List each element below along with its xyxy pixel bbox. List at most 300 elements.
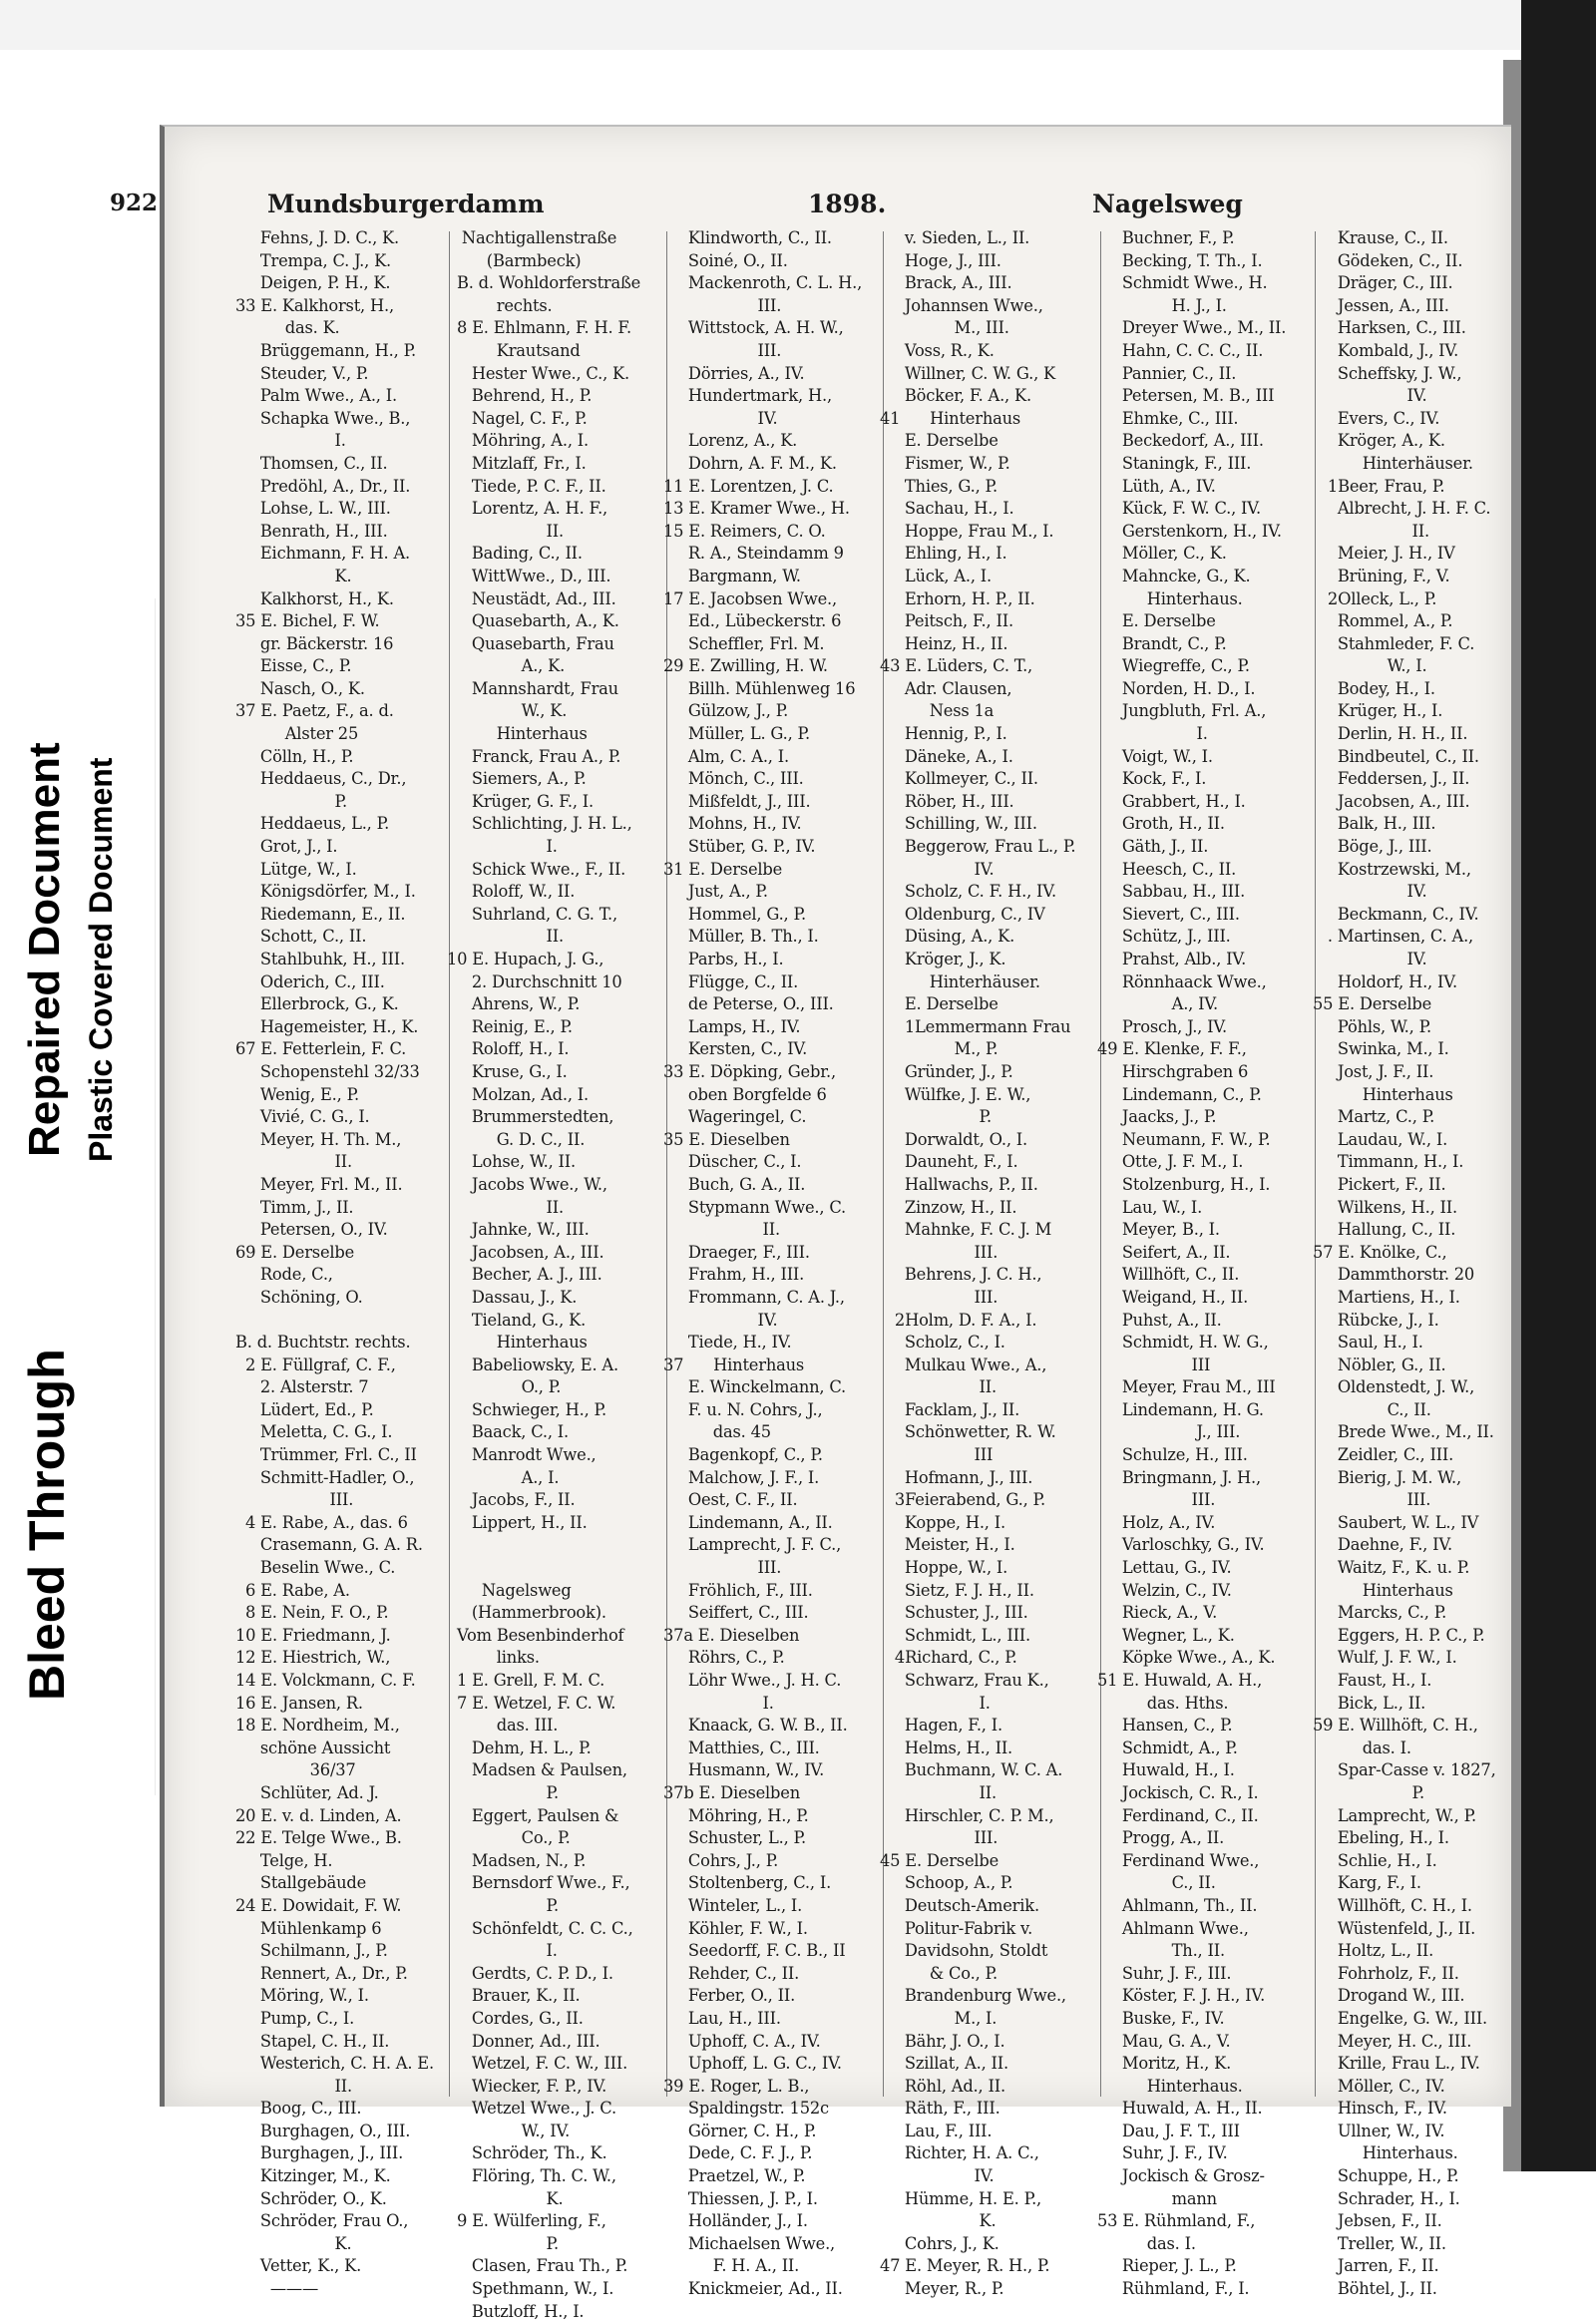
directory-entry: Marcks, C., P. [1313, 1603, 1447, 1623]
directory-entry: Oldenstedt, J. W., [1313, 1377, 1475, 1397]
directory-entry: Nagelsweg [447, 1580, 572, 1600]
directory-entry: Mönch, C., III. [663, 769, 804, 789]
directory-entry: IV. [880, 2166, 995, 2186]
directory-entry: Meyer, Frau M., III [1097, 1377, 1276, 1397]
directory-entry: IV. [663, 408, 778, 428]
directory-entry: I. [663, 1693, 774, 1713]
directory-entry: Heesch, C., II. [1097, 859, 1237, 879]
directory-entry: III. [663, 1558, 782, 1578]
directory-entry: Wegner, L., K. [1097, 1625, 1235, 1645]
directory-entry: Eggers, H. P. C., P. [1313, 1625, 1485, 1645]
directory-entry: Krautsand [447, 340, 581, 360]
directory-entry: K. [880, 2211, 997, 2231]
directory-entry: Seifert, A., II. [1097, 1242, 1231, 1262]
directory-entry: Burghagen, J., III. [235, 2143, 404, 2163]
directory-entry: Martz, C., P. [1313, 1107, 1435, 1127]
directory-entry: W., IV. [447, 2121, 571, 2140]
directory-entry: Brummerstedten, [447, 1107, 614, 1127]
directory-entry: Schlichting, J. H. L., [447, 814, 632, 834]
directory-entry: Beckedorf, A., III. [1097, 431, 1264, 451]
directory-entry: Rommel, A., P. [1313, 611, 1453, 631]
directory-entry: Mißfeldt, J., III. [663, 791, 811, 811]
directory-entry: Puhst, A., II. [1097, 1310, 1222, 1330]
directory-entry: 67 E. Fetterlein, F. C. [235, 1039, 407, 1059]
directory-entry: K. [235, 2233, 352, 2253]
directory-entry: Johannsen Wwe., [880, 295, 1043, 315]
directory-entry: Bähr, J. O., I. [880, 2031, 1005, 2051]
directory-entry: Sietz, F. J. H., II. [880, 1580, 1034, 1600]
directory-entry: Karg, F., I. [1313, 1873, 1421, 1893]
directory-entry: Kombald, J., IV. [1313, 340, 1459, 360]
directory-entry: das. K. [235, 318, 340, 338]
directory-entry: Heddaeus, L., P. [235, 814, 390, 834]
directory-entry: Buchmann, W. C. A. [880, 1760, 1063, 1780]
directory-entry: Bindbeutel, C., II. [1313, 746, 1479, 766]
directory-entry: II. [663, 1220, 780, 1240]
directory-entry: Sachau, H., I. [880, 499, 1014, 519]
directory-entry: Harksen, C., III. [1313, 318, 1466, 338]
directory-entry: Knickmeier, Ad., II. [663, 2279, 843, 2299]
directory-entry: Roloff, W., II. [447, 882, 576, 902]
directory-entry: Schick Wwe., F., II. [447, 859, 626, 879]
directory-entry: Donner, Ad., III. [447, 2031, 600, 2051]
directory-entry: Hallung, C., II. [1313, 1220, 1456, 1240]
directory-entry: Beggerow, Frau L., P. [880, 837, 1076, 857]
directory-entry: Eggert, Paulsen & [447, 1805, 619, 1825]
directory-entry: Michaelsen Wwe., [663, 2233, 836, 2253]
directory-entry: I. [447, 837, 558, 857]
directory-entry: Neumann, F. W., P. [1097, 1129, 1271, 1149]
directory-entry: M., P. [880, 1039, 998, 1059]
directory-entry: Holz, A., IV. [1097, 1512, 1216, 1532]
directory-entry: Jockisch & Grosz- [1097, 2166, 1265, 2186]
directory-entry: Willhöft, C. H., I. [1313, 1895, 1472, 1915]
directory-entry: Meyer, H. Th. M., [235, 1129, 402, 1149]
directory-entry: Dräger, C., III. [1313, 273, 1453, 293]
directory-entry: Sievert, C., III. [1097, 904, 1240, 924]
directory-entry: 33 E. Kalkhorst, H., [235, 295, 394, 315]
directory-entry: & Co., P. [880, 1963, 998, 1983]
directory-entry: 2 E. Füllgraf, C. F., [235, 1355, 396, 1374]
directory-entry: Treller, W., II. [1313, 2233, 1446, 2253]
directory-entry: Schröder, Th., K. [447, 2143, 607, 2163]
directory-entry: Flöring, Th. C. W., [447, 2166, 616, 2186]
directory-entry: Grot, J., I. [235, 837, 338, 857]
directory-entry: Ehling, H., I. [880, 544, 1007, 564]
directory-entry: 16 E. Jansen, R. [235, 1693, 363, 1713]
directory-entry: Holdorf, H., IV. [1313, 971, 1457, 991]
directory-entry: Möller, C., IV. [1313, 2076, 1445, 2096]
directory-entry: Kalkhorst, H., K. [235, 588, 394, 608]
directory-entry: 37 E. Paetz, F., a. d. [235, 701, 394, 721]
directory-entry: Molzan, Ad., I. [447, 1084, 589, 1104]
directory-entry: 49 E. Klenke, F. F., [1097, 1039, 1247, 1059]
directory-entry: Albrecht, J. H. F. C. [1313, 499, 1491, 519]
directory-entry: Schlüter, Ad. J. [235, 1782, 379, 1802]
directory-entry: Dau, J. F. T., III [1097, 2121, 1240, 2140]
directory-entry: B. d. Wohldorferstraße [447, 273, 641, 293]
directory-entry: v. Sieden, L., II. [880, 228, 1030, 247]
directory-entry: Lorentz, A. H. F., [447, 499, 608, 519]
directory-entry: Sabbau, H., III. [1097, 882, 1246, 902]
directory-entry: Dohrn, A. F. M., K. [663, 453, 837, 473]
directory-entry: Moritz, H., K. [1097, 2054, 1232, 2074]
directory-entry: 10 E. Hupach, J. G., [447, 950, 604, 968]
directory-entry: Schilmann, J., P. [235, 1941, 388, 1961]
directory-entry: Timmann, H., I. [1313, 1152, 1464, 1172]
directory-entry: Kostrzewski, M., [1313, 859, 1471, 879]
directory-entry: 47 E. Meyer, R. H., P. [880, 2256, 1050, 2276]
directory-entry: Lamprecht, J. F. C., [663, 1535, 842, 1555]
directory-entry: Jessen, A., III. [1313, 295, 1449, 315]
directory-entry: Hommel, G., P. [663, 904, 806, 924]
directory-entry: Kitzinger, M., K. [235, 2166, 391, 2186]
directory-entry: Trümmer, Frl. C., II [235, 1445, 417, 1465]
directory-entry [235, 1310, 434, 1333]
directory-entry: 18 E. Nordheim, M., [235, 1716, 400, 1736]
directory-entry: 36/37 [235, 1760, 356, 1780]
directory-entry: Görner, C. H., P. [663, 2121, 817, 2140]
directory-entry: Co., P. [447, 1828, 571, 1848]
directory-entry: Gödeken, C., II. [1313, 250, 1463, 270]
directory-entry: O., P. [447, 1377, 562, 1397]
directory-entry: II. [447, 521, 564, 541]
directory-entry: Schuppe, H., P. [1313, 2166, 1459, 2186]
directory-entry: 43 E. Lüders, C. T., [880, 656, 1033, 676]
directory-entry: Spethmann, W., I. [447, 2279, 614, 2299]
directory-entry: II. [235, 2076, 352, 2096]
directory-entry: Mannshardt, Frau [447, 678, 618, 698]
directory-entry: Politur-Fabrik v. [880, 1918, 1033, 1938]
directory-entry: Cohrs, J., P. [663, 1850, 779, 1870]
directory-entry: Böcker, F. A., K. [880, 386, 1031, 406]
directory-entry: 37 Hinterhaus [663, 1355, 805, 1374]
directory-entry: 1Beer, Frau, P. [1313, 476, 1445, 496]
directory-entry: Wüstenfeld, J., II. [1313, 1918, 1476, 1938]
directory-entry: 2Olleck, L., P. [1313, 588, 1437, 608]
directory-entry: Franck, Frau A., P. [447, 746, 621, 766]
directory-entry: mann [1097, 2188, 1217, 2208]
directory-entry: Köpke Wwe., A., K. [1097, 1648, 1276, 1668]
directory-entry: Köster, F. J. H., IV. [1097, 1986, 1266, 2006]
directory-entry: Oderich, C., III. [235, 971, 385, 991]
directory-entry: Frommann, C. A. J., [663, 1287, 845, 1307]
directory-entry: Madsen & Paulsen, [447, 1760, 627, 1780]
directory-entry: 55 E. Derselbe [1313, 994, 1432, 1014]
directory-entry: 69 E. Derselbe [235, 1242, 355, 1262]
directory-entry: Schmidt, L., III. [880, 1625, 1031, 1645]
directory-entry: 22 E. Telge Wwe., B. [235, 1828, 402, 1848]
directory-entry: Uphoff, L. G. C., IV. [663, 2054, 842, 2074]
directory-entry: Peitsch, F., II. [880, 611, 1013, 631]
directory-entry: J., III. [1097, 1422, 1241, 1442]
directory-entry: Behrens, J. C. H., [880, 1265, 1042, 1285]
directory-entry: Buchner, F., P. [1097, 228, 1235, 247]
directory-entry: Becher, A. J., III. [447, 1265, 602, 1285]
directory-entry: Ahlmann, Th., II. [1097, 1895, 1258, 1915]
directory-entry: Mau, G. A., V. [1097, 2031, 1231, 2051]
directory-entry: Mackenroth, C. L. H., [663, 273, 863, 293]
directory-entry: das. Hths. [1097, 1693, 1229, 1713]
directory-entry: Schmitt-Hadler, O., [235, 1467, 415, 1487]
directory-entry: Rühmland, F., I. [1097, 2279, 1250, 2299]
directory-entry: Cölln, H., P. [235, 746, 354, 766]
directory-entry: Lau, H., III. [663, 2008, 781, 2028]
directory-entry: Dammthorstr. 20 [1313, 1265, 1475, 1285]
directory-entry: Welzin, C., IV. [1097, 1580, 1232, 1600]
directory-entry: 11 E. Lorentzen, J. C. [663, 476, 834, 496]
directory-entry: Scheffsky, J. W., [1313, 363, 1462, 383]
directory-entry: Ebeling, H., I. [1313, 1828, 1449, 1848]
directory-entry: Reinig, E., P. [447, 1016, 573, 1036]
directory-entry: 29 E. Zwilling, H. W. [663, 656, 828, 676]
directory-entry: E. Derselbe [880, 994, 998, 1014]
directory-entry: Alm, C. A., I. [663, 746, 789, 766]
directory-entry: Möller, C., K. [1097, 544, 1227, 564]
directory-entry: Uphoff, C. A., IV. [663, 2031, 821, 2051]
directory-entry: 33 E. Döpking, Gebr., [663, 1061, 836, 1081]
directory-entry: Becking, T. Th., I. [1097, 250, 1263, 270]
directory-entry: H. J., I. [1097, 295, 1227, 315]
directory-entry: 2Holm, D. F. A., I. [880, 1310, 1037, 1330]
directory-entry: Wulf, J. F. W., I. [1313, 1648, 1457, 1668]
directory-entry: Lütge, W., I. [235, 859, 357, 879]
directory-entry: Hinterhaus [447, 1333, 588, 1353]
directory-entry: Vom Besenbinderhof [447, 1625, 624, 1645]
directory-entry: Huwald, H., I. [1097, 1760, 1235, 1780]
directory-entry: Timm, J., II. [235, 1197, 354, 1217]
directory-entry: Tiede, H., IV. [663, 1333, 792, 1353]
directory-entry: Westerich, C. H. A. E. [235, 2054, 434, 2074]
directory-entry: Lorenz, A., K. [663, 431, 798, 451]
directory-entry: Telge, H. [235, 1850, 333, 1870]
directory-entry: Davidsohn, Stoldt [880, 1941, 1048, 1961]
directory-entry: Krause, C., II. [1313, 228, 1448, 247]
directory-entry: Scholz, C., I. [880, 1333, 1005, 1353]
directory-entry: Hoppe, W., I. [880, 1558, 1008, 1578]
directory-entry: Meyer, Frl. M., II. [235, 1174, 403, 1194]
directory-entry: Wülfke, J. E. W., [880, 1084, 1031, 1104]
directory-entry: Bodey, H., I. [1313, 678, 1435, 698]
directory-entry: P. [447, 1895, 559, 1915]
directory-entry: Meyer, R., P. [880, 2279, 1004, 2299]
directory-entry: Dauneht, F., I. [880, 1152, 1018, 1172]
directory-entry: Nasch, O., K. [235, 678, 365, 698]
directory-entry: 12 E. Hiestrich, W., [235, 1648, 391, 1668]
directory-entry: Lau, F., III. [880, 2121, 993, 2140]
directory-entry: IV. [1313, 882, 1427, 902]
directory-entry: II. [447, 1197, 564, 1217]
directory-entry: P. [235, 791, 347, 811]
header-street-left: Mundsburgerdamm [267, 190, 545, 218]
directory-entry: Voss, R., K. [880, 340, 995, 360]
directory-entry: Hinterhaus [1313, 1084, 1453, 1104]
directory-entry: das. III. [447, 1716, 559, 1736]
directory-entry: Jaacks, J., P. [1097, 1107, 1217, 1127]
directory-entry: Rönnhaack Wwe., [1097, 971, 1267, 991]
directory-entry: Schuster, J., III. [880, 1603, 1028, 1623]
directory-entry: Rennert, A., Dr., P. [235, 1963, 408, 1983]
directory-entry: Palm Wwe., A., I. [235, 386, 397, 406]
directory-entry: Ellerbrock, G., K. [235, 994, 399, 1014]
directory-entry: III. [880, 1828, 998, 1848]
header-year: 1898. [808, 190, 887, 218]
directory-entry: Schönfeldt, C. C. C., [447, 1918, 633, 1938]
directory-entry: 10 E. Friedmann, J. [235, 1625, 391, 1645]
directory-entry: Malchow, J. F., I. [663, 1467, 820, 1487]
directory-entry: Quasebarth, A., K. [447, 611, 619, 631]
directory-entry: Jacobs, F., II. [447, 1490, 576, 1510]
directory-entry: Jahnke, W., III. [447, 1220, 590, 1240]
directory-entry: Burghagen, O., III. [235, 2121, 411, 2140]
directory-entry: Deutsch-Amerik. [880, 1895, 1039, 1915]
directory-entry: Müller, L. G., P. [663, 724, 810, 744]
directory-entry: Schütz, J., III. [1097, 927, 1231, 947]
directory-entry: Buch, G. A., II. [663, 1174, 806, 1194]
directory-entry: Kröger, J., K. [880, 950, 1006, 968]
directory-entry: Wetzel, F. C. W., III. [447, 2054, 628, 2074]
directory-entry: Möhring, A., I. [447, 431, 589, 451]
directory-entry: II. [880, 1377, 997, 1397]
directory-entry: Schlie, H., I. [1313, 1850, 1437, 1870]
directory-entry: Lamprecht, W., P. [1313, 1805, 1477, 1825]
directory-entry: K. [447, 2188, 564, 2208]
directory-entry: Hofmann, J., III. [880, 1467, 1033, 1487]
directory-entry: 14 E. Volckmann, C. F. [235, 1671, 416, 1690]
directory-entry: Roloff, H., I. [447, 1039, 570, 1059]
directory-entry: Groth, H., II. [1097, 814, 1225, 834]
directory-entry: Brandenburg Wwe., [880, 1986, 1066, 2006]
directory-entry: Dassau, J., K. [447, 1287, 578, 1307]
directory-entry: Möhring, H., P. [663, 1805, 809, 1825]
directory-entry: WittWwe., D., III. [447, 566, 611, 585]
directory-entry: A., K. [447, 656, 566, 676]
directory-entry: Hinterhaus [1313, 1580, 1453, 1600]
directory-entry: Babeliowsky, E. A. [447, 1355, 618, 1374]
directory-entry: Stolzenburg, H., I. [1097, 1174, 1271, 1194]
directory-entry: Hinterhaus. [1097, 588, 1243, 608]
directory-entry: II. [235, 1152, 352, 1172]
directory-entry: Hinterhaus. [1097, 2076, 1243, 2096]
directory-entry: F. H. A., II. [663, 2256, 800, 2276]
directory-entry: P. [447, 1782, 559, 1802]
directory-entry: das. 45 [663, 1422, 771, 1442]
directory-entry: Clasen, Frau Th., P. [447, 2256, 628, 2276]
label-plastic-covered-document: Plastic Covered Document [83, 757, 119, 1162]
directory-entry: E. Winckelmann, C. [663, 1377, 846, 1397]
directory-entry: Bierig, J. M. W., [1313, 1467, 1461, 1487]
directory-entry: Röhrs, C., P. [663, 1648, 785, 1668]
directory-entry: Hinsch, F., IV. [1313, 2099, 1447, 2119]
directory-entry: Lettau, G., IV. [1097, 1558, 1232, 1578]
directory-entry: Hirschler, C. P. M., [880, 1805, 1054, 1825]
directory-entry: Wenig, E., P. [235, 1084, 360, 1104]
directory-entry: IV. [663, 1310, 778, 1330]
directory-entry: 35 E. Dieselben [663, 1129, 790, 1149]
directory-entry: Neustädt, Ad., III. [447, 588, 616, 608]
directory-entry: Wiegreffe, C., P. [1097, 656, 1250, 676]
directory-entry: Hinterhäuser. [880, 971, 1040, 991]
directory-entry: Holländer, J., I. [663, 2211, 808, 2231]
directory-entry: Kück, F. W. C., IV. [1097, 499, 1261, 519]
directory-entry: Lippert, H., II. [447, 1512, 588, 1532]
directory-entry: Erhorn, H. P., II. [880, 588, 1035, 608]
directory-entry: Trempa, C. J., K. [235, 250, 392, 270]
directory-entry: Soiné, O., II. [663, 250, 788, 270]
directory-entry: I. [880, 1693, 991, 1713]
directory-entry: Facklam, J., II. [880, 1399, 1020, 1419]
directory-entry: Bernsdorf Wwe., F., [447, 1873, 630, 1893]
directory-entry: (Hammerbrook). [447, 1603, 606, 1623]
directory-entry: Ferdinand Wwe., [1097, 1850, 1260, 1870]
directory-entry: Brack, A., III. [880, 273, 1012, 293]
directory-entry: Hallwachs, P., II. [880, 1174, 1038, 1194]
directory-entry: Husmann, W., IV. [663, 1760, 825, 1780]
directory-entry: Rehder, C., II. [663, 1963, 800, 1983]
directory-entry: 31 E. Derselbe [663, 859, 783, 879]
directory-entry: Knaack, G. W. B., II. [663, 1716, 848, 1736]
directory-entry: Krüger, H., I. [1313, 701, 1443, 721]
header-street-right: Nagelsweg [1092, 190, 1243, 218]
directory-entry: Lamps, H., IV. [663, 1016, 801, 1036]
directory-entry: Suhr, J. F., III. [1097, 1963, 1232, 1983]
directory-entry: Riedemann, E., II. [235, 904, 406, 924]
directory-entry: Löhr Wwe., J. H. C. [663, 1671, 842, 1690]
directory-entry: 1 E. Grell, F. M. C. [447, 1671, 605, 1690]
directory-entry: Tieland, G., K. [447, 1310, 587, 1330]
directory-entry: Bick, L., II. [1313, 1693, 1426, 1713]
directory-entry: Schmidt, H. W. G., [1097, 1333, 1269, 1353]
directory-entry: Meyer, H. C., III. [1313, 2031, 1472, 2051]
directory-entry: Hester Wwe., C., K. [447, 363, 629, 383]
directory-entry: Pannier, C., II. [1097, 363, 1237, 383]
directory-entry: IV. [1313, 386, 1427, 406]
directory-entry: Gründer, J., P. [880, 1061, 1013, 1081]
directory-entry: Parbs, H., I. [663, 950, 784, 968]
directory-entry: Däneke, A., I. [880, 746, 1013, 766]
scan-dark-border [1521, 0, 1596, 2171]
directory-entry: Benrath, H., III. [235, 521, 388, 541]
directory-entry: Heddaeus, C., Dr., [235, 769, 407, 789]
directory-entry: 1Lemmermann Frau [880, 1016, 1071, 1036]
directory-entry: 37b E. Dieselben [663, 1782, 800, 1802]
directory-entry: Helms, H., II. [880, 1738, 1013, 1757]
directory-entry: Gerstenkorn, H., IV. [1097, 521, 1282, 541]
directory-entry: P. [1313, 1782, 1424, 1802]
directory-entry: 15 E. Reimers, C. O. [663, 521, 826, 541]
directory-entry: II. [1313, 521, 1429, 541]
directory-entry: 2. Alsterstr. 7 [235, 1377, 369, 1397]
directory-entry: III. [1313, 1490, 1431, 1510]
directory-entry: Gäth, J., II. [1097, 837, 1209, 857]
directory-entry: Koppe, H., I. [880, 1512, 1005, 1532]
directory-entry: Hinterhaus. [1313, 2143, 1458, 2163]
directory-entry: Rode, C., [235, 1265, 333, 1285]
directory-entry: Feddersen, J., II. [1313, 769, 1470, 789]
directory-entry: Böge, J., III. [1313, 837, 1432, 857]
directory-entry: Willhöft, C., II. [1097, 1265, 1240, 1285]
directory-entry: 8 E. Ehlmann, F. H. F. [447, 318, 631, 338]
directory-entry: C., II. [1313, 1399, 1431, 1419]
directory-entry: Progg, A., II. [1097, 1828, 1225, 1848]
directory-entry: IV. [880, 859, 995, 879]
directory-entry: Kröger, A., K. [1313, 431, 1445, 451]
directory-entry: Richter, H. A. C., [880, 2143, 1039, 2163]
directory-entry: Räth, F., III. [880, 2099, 1000, 2119]
directory-entry: III. [235, 1490, 354, 1510]
directory-entry: das. I. [1313, 1738, 1411, 1757]
directory-entry: Lohse, L. W., III. [235, 499, 391, 519]
